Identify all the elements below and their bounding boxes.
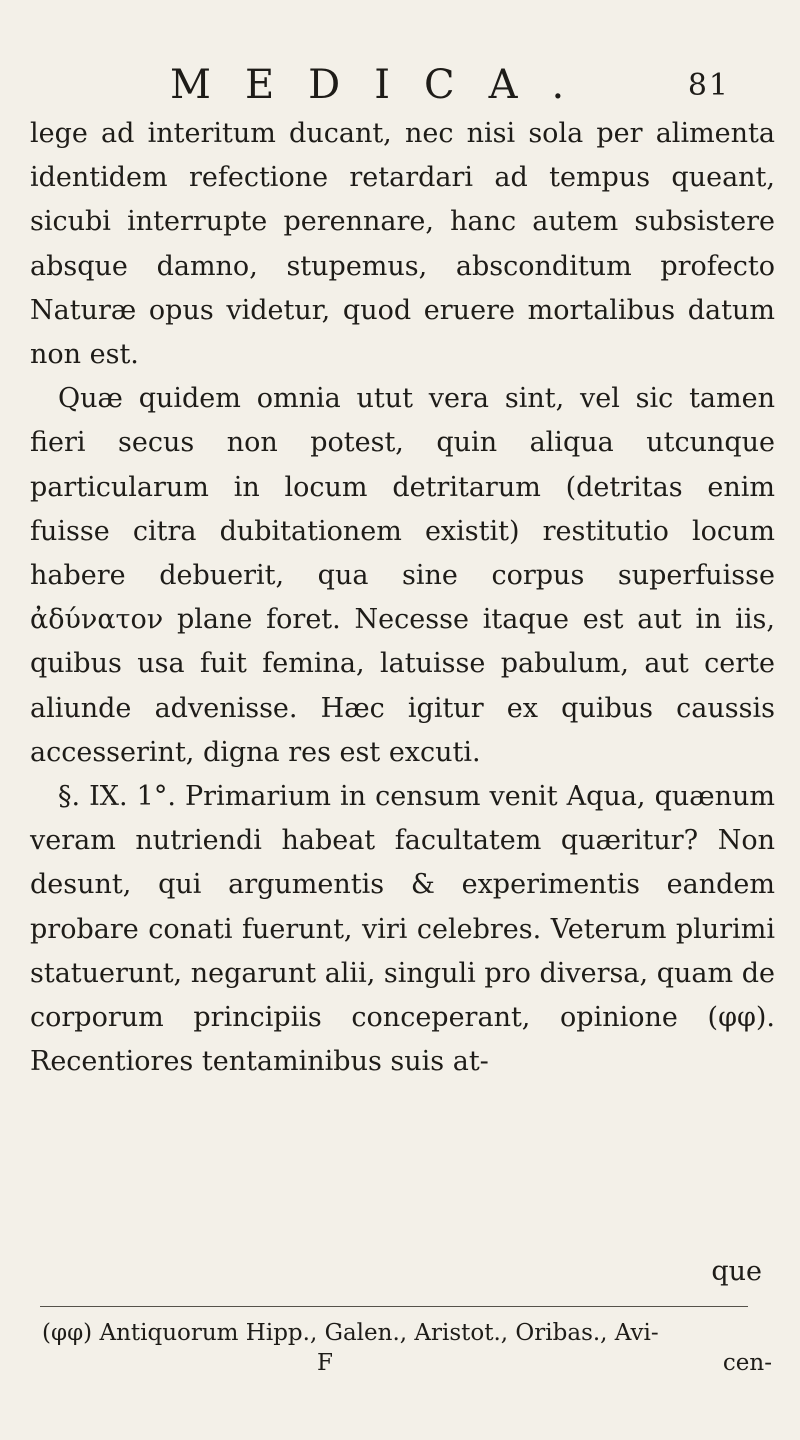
page-number: 81 xyxy=(687,67,730,103)
paragraph: lege ad interitum ducant, nec nisi sola per alimenta identidem refectione retardari ad tempus queant, sicubi interrupte perennare, hanc autem subsistere absque damno, stupemus, absconditum profecto Naturæ opus videtur, quod eruere mortalibus datum non est. xyxy=(30,118,775,371)
paragraph: §. IX. 1°. Primarium in censum venit Aqua, quænum veram nutriendi habeat facultatem quæritur? Non desunt, qui argumentis & experimentis eandem probare conati fuerunt, viri celebres. Veterum plurimi statuerunt, negarunt alii, singuli pro diversa, quam de corporum principiis conceperant, opinione (φφ). Recentiores tentaminibus suis at- xyxy=(30,781,775,1078)
running-title: MEDICA. xyxy=(170,62,599,108)
footnote-catchword: cen- xyxy=(722,1350,772,1376)
page-header xyxy=(170,60,730,110)
footnote-rule xyxy=(40,1306,748,1307)
paragraph: Quæ quidem omnia utut vera sint, vel sic tamen fieri secus non potest, quin aliqua utcunque particularum in locum detritarum (detritas enim fuisse citra dubitationem existit) restitutio locum habere debuerit, qua sine corpus superfuisse ἀδύνατον plane foret. Necesse itaque est aut in iis, quibus usa fuit femina, latuisse pabulum, aut certe aliunde advenisse. Hæc igitur ex quibus caussis accesserint, digna res est excuti. xyxy=(30,383,775,768)
signature-mark: F xyxy=(317,1350,333,1376)
catchword: que xyxy=(711,1256,762,1287)
footnote-text: (φφ) Antiquorum Hipp., Galen., Aristot., Oribas., Avi- xyxy=(42,1320,659,1346)
footnote xyxy=(42,1318,772,1376)
body-text xyxy=(30,112,775,1084)
